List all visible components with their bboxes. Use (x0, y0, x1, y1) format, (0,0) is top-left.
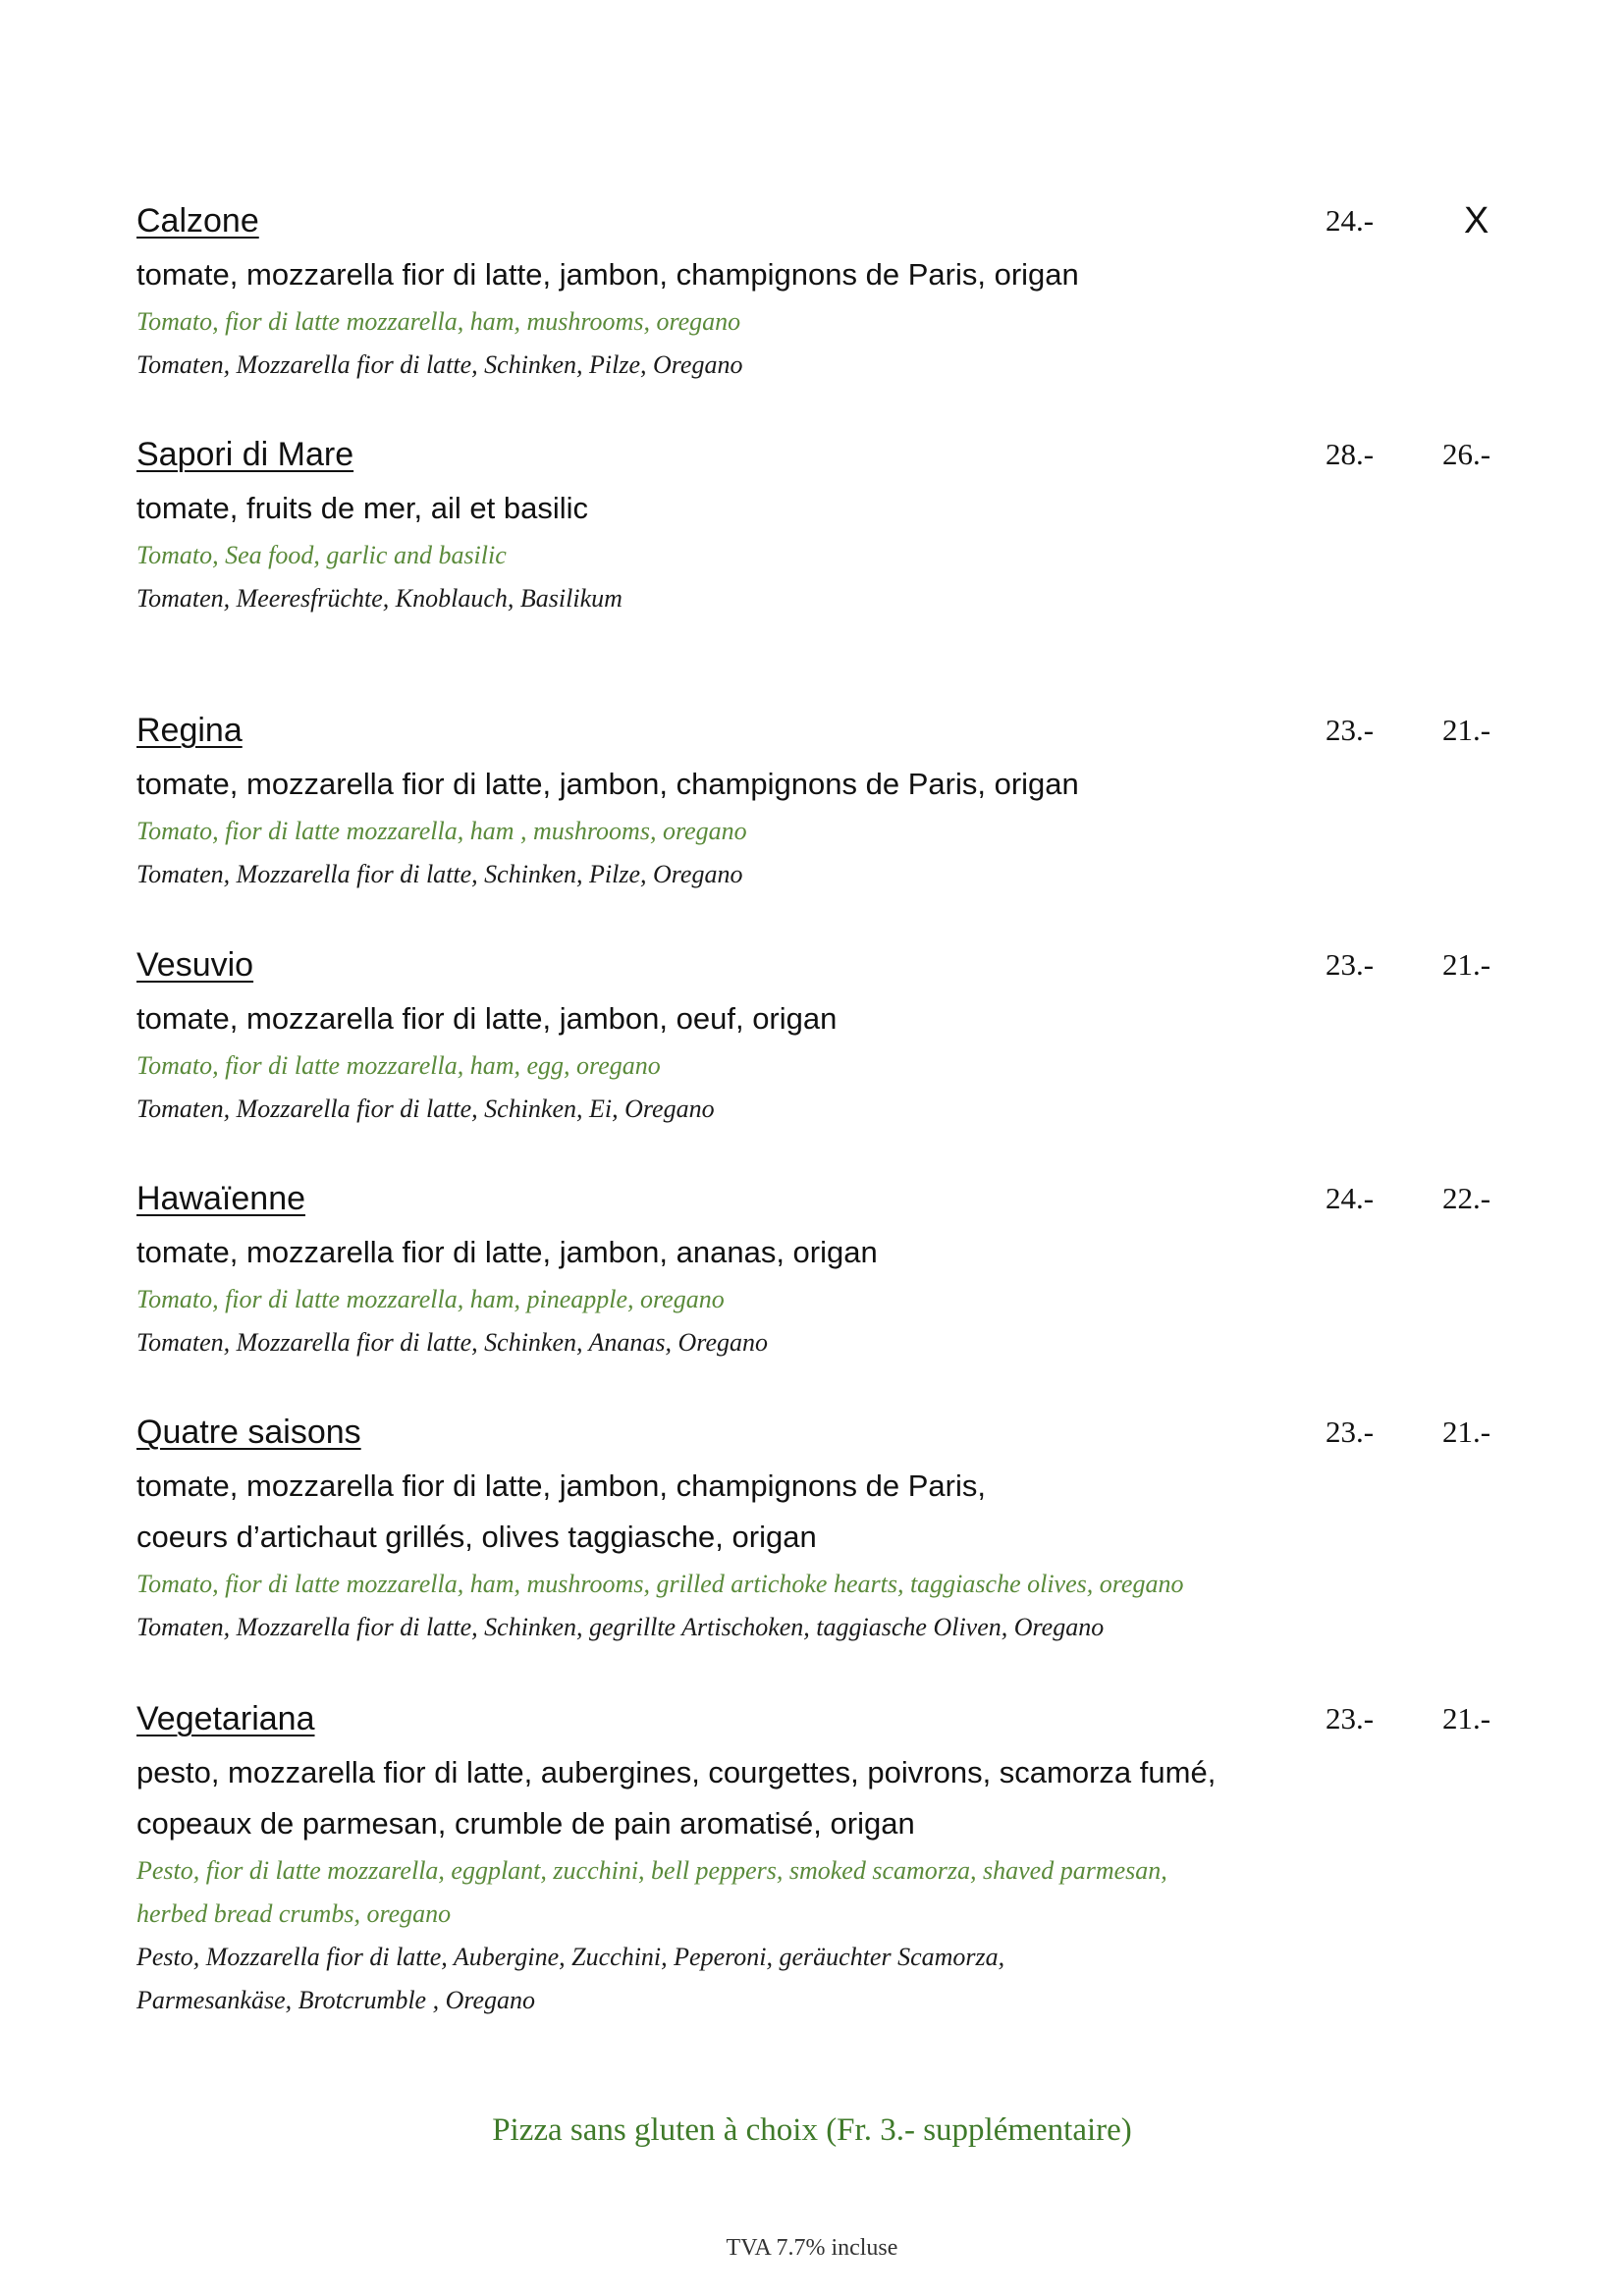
description-french: tomate, mozzarella fior di latte, jambon, champignons de Paris, (136, 1468, 986, 1503)
description-english: Pesto, fior di latte mozzarella, eggplant, zucchini, bell peppers, smoked scamorza, shaved parmesan, (136, 1856, 1167, 1885)
description-french: tomate, mozzarella fior di latte, jambon, champignons de Paris, origan (136, 257, 1079, 292)
description-german: Tomaten, Mozzarella fior di latte, Schinken, Ei, Oregano (136, 1095, 715, 1123)
item-name: Quatre saisons (136, 1414, 361, 1451)
menu-item-sapori-di-mare (136, 432, 1511, 620)
menu-item-quatre-saisons (136, 1410, 1511, 1649)
menu-item-calzone (136, 198, 1511, 387)
item-price-small: 21.- (1442, 947, 1491, 982)
description-french: tomate, mozzarella fior di latte, jambon, oeuf, origan (136, 1001, 838, 1036)
description-german: Tomaten, Meeresfrüchte, Knoblauch, Basilikum (136, 584, 623, 613)
menu-item-hawaienne (136, 1176, 1511, 1364)
description-english: Tomato, fior di latte mozzarella, ham , mushrooms, oregano (136, 817, 747, 845)
description-german: Parmesankäse, Brotcrumble , Oregano (136, 1986, 536, 2014)
item-price-small-unavailable: X (1464, 200, 1489, 241)
item-price-small: 22.- (1442, 1181, 1491, 1215)
description-french: tomate, fruits de mer, ail et basilic (136, 491, 589, 525)
item-price-large: 24.- (1326, 203, 1375, 238)
description-german: Tomaten, Mozzarella fior di latte, Schinken, Ananas, Oregano (136, 1328, 768, 1357)
item-price-large: 23.- (1326, 1701, 1375, 1735)
description-french: pesto, mozzarella fior di latte, aubergines, courgettes, poivrons, scamorza fumé, (136, 1755, 1217, 1789)
description-english: herbed bread crumbs, oregano (136, 1899, 452, 1928)
menu-item-regina (136, 708, 1511, 896)
description-german: Pesto, Mozzarella fior di latte, Aubergine, Zucchini, Peperoni, geräuchter Scamorza, (136, 1943, 1005, 1971)
description-french: tomate, mozzarella fior di latte, jambon, champignons de Paris, origan (136, 767, 1079, 801)
description-english: Tomato, fior di latte mozzarella, ham, mushrooms, grilled artichoke hearts, taggiasche olives, oregano (136, 1570, 1184, 1598)
item-price-small: 21.- (1442, 1701, 1491, 1735)
description-english: Tomato, fior di latte mozzarella, ham, mushrooms, oregano (136, 307, 741, 336)
item-name: Sapori di Mare (136, 436, 354, 473)
item-price-small: 21.- (1442, 1415, 1491, 1449)
menu-item-vegetariana (136, 1696, 1511, 2022)
item-price-small: 21.- (1442, 713, 1491, 747)
item-name: Hawaïenne (136, 1180, 306, 1217)
item-price-large: 23.- (1326, 713, 1375, 747)
description-french: coeurs d’artichaut grillés, olives taggiasche, origan (136, 1520, 817, 1554)
item-name: Regina (136, 712, 243, 749)
item-price-large: 28.- (1326, 437, 1375, 471)
description-english: Tomato, Sea food, garlic and basilic (136, 541, 507, 569)
description-english: Tomato, fior di latte mozzarella, ham, pineapple, oregano (136, 1285, 725, 1313)
item-price-large: 23.- (1326, 947, 1375, 982)
item-price-small: 26.- (1442, 437, 1491, 471)
vat-note: TVA 7.7% incluse (726, 2235, 898, 2261)
description-english: Tomato, fior di latte mozzarella, ham, egg, oregano (136, 1051, 661, 1080)
gluten-free-note: Pizza sans gluten à choix (Fr. 3.- supplémentaire) (492, 2112, 1132, 2148)
description-french: copeaux de parmesan, crumble de pain aromatisé, origan (136, 1806, 915, 1841)
item-name: Calzone (136, 202, 259, 240)
description-german: Tomaten, Mozzarella fior di latte, Schinken, gegrillte Artischoken, taggiasche Oliven, Oregano (136, 1613, 1105, 1641)
item-price-large: 23.- (1326, 1415, 1375, 1449)
description-german: Tomaten, Mozzarella fior di latte, Schinken, Pilze, Oregano (136, 350, 743, 379)
item-price-large: 24.- (1326, 1181, 1375, 1215)
item-name: Vesuvio (136, 946, 254, 984)
description-german: Tomaten, Mozzarella fior di latte, Schinken, Pilze, Oregano (136, 860, 743, 888)
menu-item-vesuvio (136, 942, 1511, 1131)
description-french: tomate, mozzarella fior di latte, jambon, ananas, origan (136, 1235, 878, 1269)
item-name: Vegetariana (136, 1700, 315, 1737)
